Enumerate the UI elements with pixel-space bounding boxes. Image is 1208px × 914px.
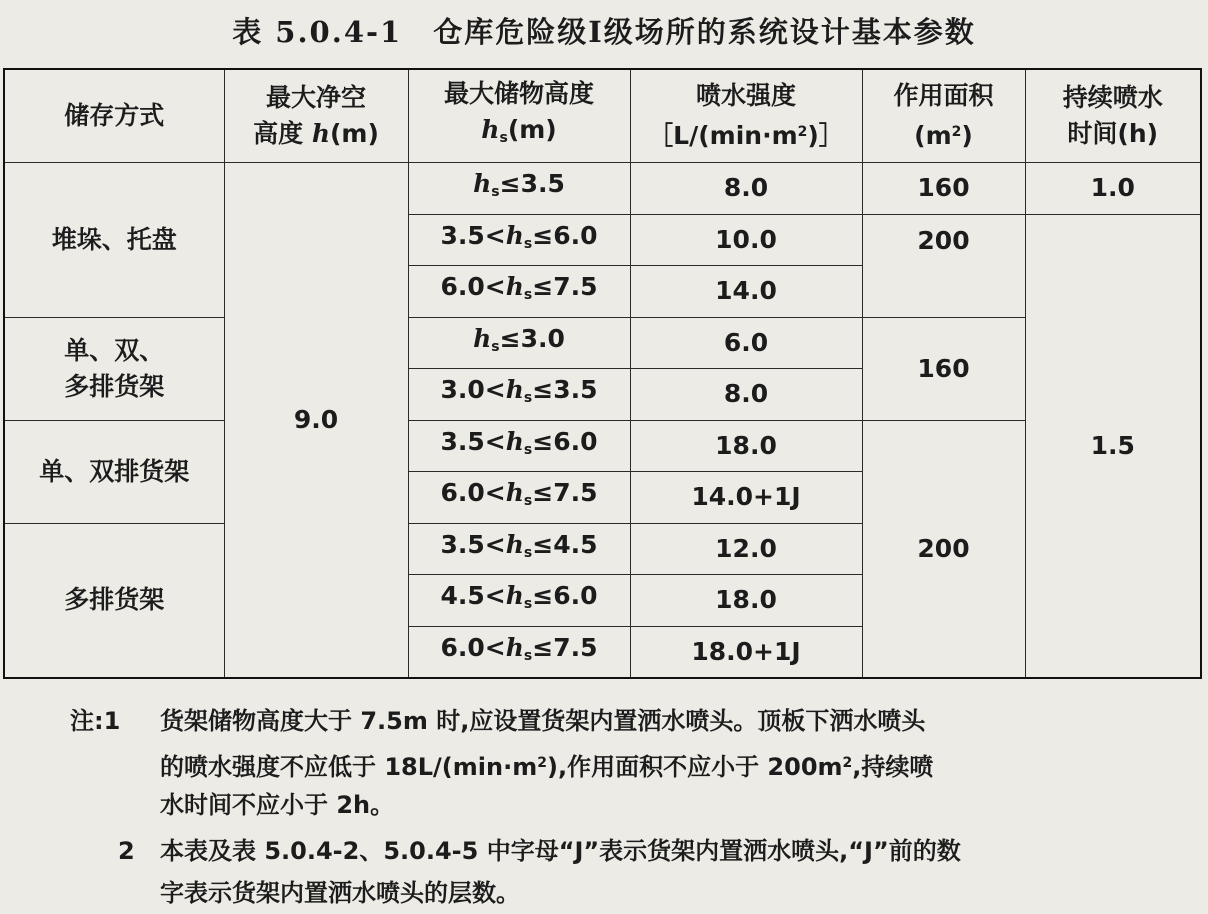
note-1-line-2: 的喷水强度不应低于 $18L/(\min\cdot m^2)$,作用面积不应小于 $200m^2$,持续喷 <box>160 753 934 781</box>
header-duration: 持续喷水 时间(h) <box>1025 69 1201 163</box>
note-2-label: 2 <box>118 837 135 865</box>
intensity-cell: 18.0+1J <box>630 626 862 678</box>
storage-height-cell: $6.0<h_s\le 7.5$ <box>408 266 630 318</box>
area-cell: 200 <box>862 420 1025 678</box>
storage-cell: 多排货架 <box>4 523 224 678</box>
note-1-line-3: 水时间不应小于 2h。 <box>160 791 395 819</box>
storage-cell: 单、双排货架 <box>4 420 224 523</box>
note-2-line-2: 字表示货架内置洒水喷头的层数。 <box>160 879 520 907</box>
area-cell: 200 <box>862 214 1025 317</box>
storage-cell: 单、双、 多排货架 <box>4 317 224 420</box>
duration-cell: 1.0 <box>1025 163 1201 215</box>
intensity-cell: 18.0 <box>630 420 862 472</box>
intensity-cell: 14.0+1J <box>630 472 862 524</box>
header-storage: 储存方式 <box>4 69 224 163</box>
storage-height-cell: $h_s\le 3.5$ <box>408 163 630 215</box>
storage-height-cell: $6.0<h_s\le 7.5$ <box>408 626 630 678</box>
storage-cell: 堆垛、托盘 <box>4 163 224 318</box>
storage-height-cell: $3.5<h_s\le 6.0$ <box>408 214 630 266</box>
storage-height-cell: $h_s\le 3.0$ <box>408 317 630 369</box>
intensity-cell: 8.0 <box>630 369 862 421</box>
table-title: 表 5.0.4-1 仓库危险级Ⅰ级场所的系统设计基本参数 <box>232 15 976 49</box>
parameters-table <box>3 68 1202 679</box>
note-2-line-1: 本表及表 5.0.4-2、5.0.4-5 中字母“J”表示货架内置洒水喷头,“J”前的数 <box>160 837 961 865</box>
table-row <box>4 163 1201 215</box>
table-row <box>4 317 1201 369</box>
intensity-cell: 18.0 <box>630 575 862 627</box>
table-header-row <box>4 69 1201 163</box>
intensity-cell: 6.0 <box>630 317 862 369</box>
duration-cell: 1.5 <box>1025 214 1201 678</box>
intensity-cell: 10.0 <box>630 214 862 266</box>
area-cell: 160 <box>862 317 1025 420</box>
header-max-height: 最大净空 高度 h(m) <box>224 69 408 163</box>
header-max-storage-height: 最大储物高度 $h_s(m)$ <box>408 69 630 163</box>
intensity-cell: 12.0 <box>630 523 862 575</box>
note-1-line-1: 货架储物高度大于 7.5m 时,应设置货架内置洒水喷头。顶板下洒水喷头 <box>160 707 926 735</box>
header-area: 作用面积 $(m^2)$ <box>862 69 1025 163</box>
storage-height-cell: $3.5<h_s\le 6.0$ <box>408 420 630 472</box>
storage-height-cell: $6.0<h_s\le 7.5$ <box>408 472 630 524</box>
storage-height-cell: $4.5<h_s\le 6.0$ <box>408 575 630 627</box>
storage-height-cell: $3.0<h_s\le 3.5$ <box>408 369 630 421</box>
intensity-cell: 14.0 <box>630 266 862 318</box>
max-height-cell: 9.0 <box>224 163 408 679</box>
table-row <box>4 420 1201 472</box>
header-intensity: 喷水强度 $[L/(\min\cdot m^2)]$ <box>630 69 862 163</box>
intensity-cell: 8.0 <box>630 163 862 215</box>
note-1-label: 注:1 <box>70 707 121 735</box>
storage-height-cell: $3.5<h_s\le 4.5$ <box>408 523 630 575</box>
area-cell: 160 <box>862 163 1025 215</box>
